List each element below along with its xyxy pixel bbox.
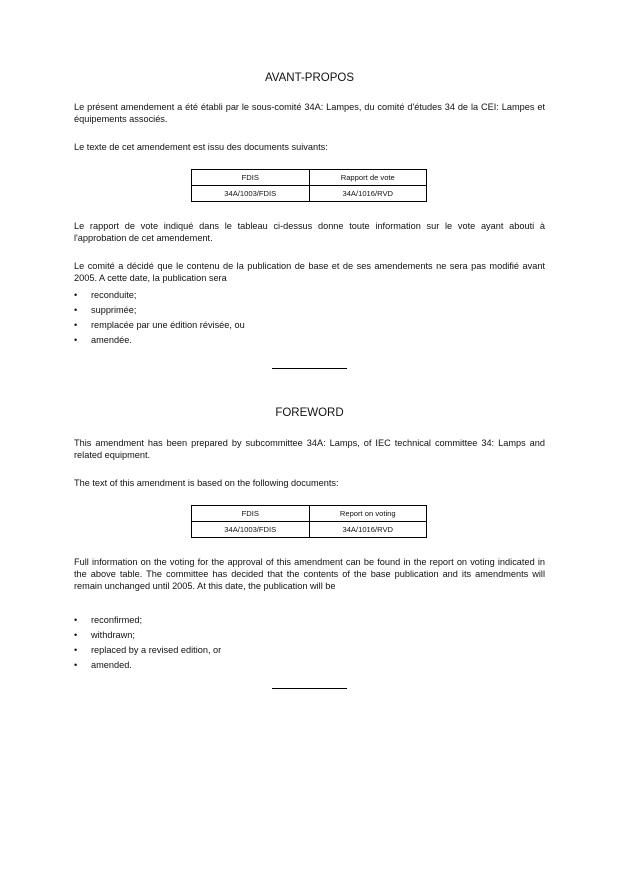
list-item (74, 629, 221, 644)
table-header-cell: FDIS (192, 506, 310, 522)
list-item (74, 319, 245, 334)
fr-paragraph-3: Le rapport de vote indiqué dans le tableau ci-dessus donne toute information sur le vote ayant abouti à l'approbation de cet amendement. (74, 221, 545, 243)
section-divider (272, 368, 347, 369)
table-row (192, 186, 427, 202)
list-item-text: remplacée par une édition révisée, ou (91, 320, 245, 330)
list-item-text: amendée. (91, 335, 132, 345)
table-cell: 34A/1016/RVD (309, 186, 427, 202)
table-row (192, 522, 427, 538)
list-item-text: supprimée; (91, 305, 137, 315)
en-paragraph-1: This amendment has been prepared by subcommittee 34A: Lamps, of IEC technical committee 34: Lamps and related equipment. (74, 438, 545, 460)
bullet-icon: • (74, 320, 78, 330)
bullet-icon: • (74, 615, 78, 625)
bullet-icon: • (74, 630, 78, 640)
list-item-text: replaced by a revised edition, or (91, 645, 222, 655)
section-divider (272, 688, 347, 689)
bullet-icon: • (74, 305, 78, 315)
table-header-cell: Report on voting (309, 506, 427, 522)
table-header-cell: FDIS (192, 170, 310, 186)
table-cell: 34A/1003/FDIS (192, 522, 310, 538)
fr-paragraph-4: Le comité a décidé que le contenu de la publication de base et de ses amendements ne sera pas modifié avant 2005. A cette date, la publication sera (74, 261, 545, 283)
bullet-icon: • (74, 290, 78, 300)
en-bullet-list (74, 614, 221, 674)
list-item (74, 659, 221, 674)
fr-paragraph-2: Le texte de cet amendement est issu des documents suivants: (74, 142, 328, 152)
fr-documents-table (191, 169, 427, 202)
list-item-text: reconduite; (91, 290, 137, 300)
list-item-text: reconfirmed; (91, 615, 143, 625)
list-item (74, 644, 221, 659)
en-documents-table (191, 505, 427, 538)
table-header-row (192, 170, 427, 186)
list-item (74, 289, 245, 304)
list-item-text: amended. (91, 660, 132, 670)
list-item (74, 304, 245, 319)
table-cell: 34A/1016/RVD (309, 522, 427, 538)
fr-paragraph-1: Le présent amendement a été établi par le sous-comité 34A: Lampes, du comité d'études 34 de la CEI: Lampes et équipements associés. (74, 102, 545, 124)
bullet-icon: • (74, 335, 78, 345)
bullet-icon: • (74, 660, 78, 670)
table-cell: 34A/1003/FDIS (192, 186, 310, 202)
en-paragraph-3: Full information on the voting for the approval of this amendment can be found in the report on voting indicated in the above table. The committee has decided that the contents of the base publication and its amendments will remain unchanged until 2005. At this date, the publication will be (74, 557, 545, 591)
list-item-text: withdrawn; (91, 630, 135, 640)
avant-propos-title: AVANT-PROPOS (264, 72, 355, 84)
list-item (74, 334, 245, 349)
fr-bullet-list (74, 289, 245, 349)
bullet-icon: • (74, 645, 78, 655)
list-item (74, 614, 221, 629)
foreword-title: FOREWORD (275, 407, 344, 419)
table-header-cell: Rapport de vote (309, 170, 427, 186)
en-paragraph-2: The text of this amendment is based on the following documents: (74, 478, 339, 488)
table-header-row (192, 506, 427, 522)
